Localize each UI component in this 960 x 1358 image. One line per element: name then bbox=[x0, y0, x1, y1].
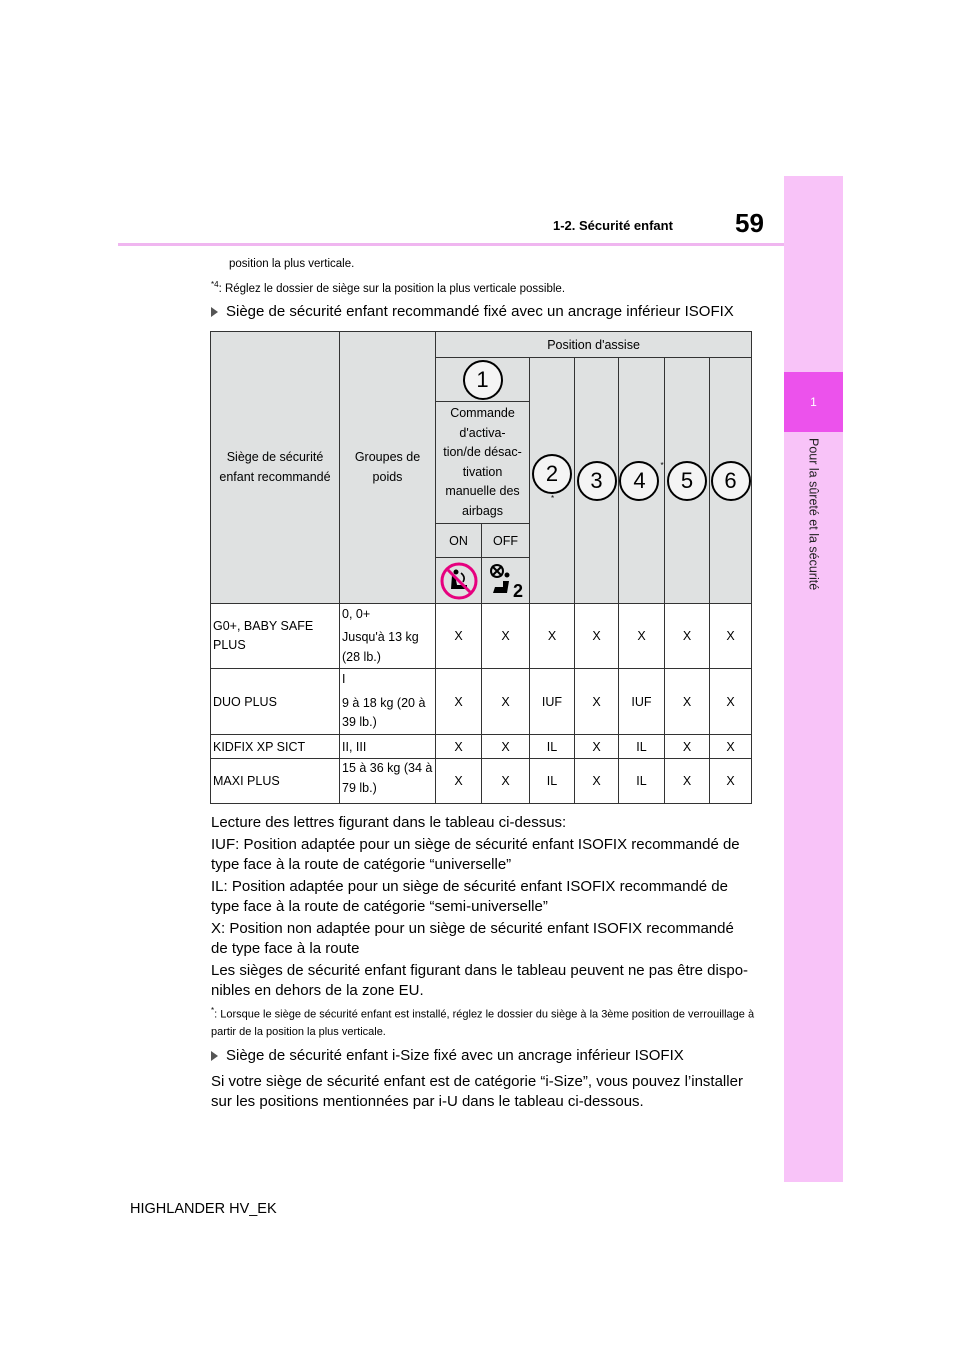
row-3-val-5: X bbox=[665, 759, 710, 804]
row-2-val-2: IL bbox=[530, 735, 575, 759]
header-rule bbox=[118, 243, 786, 246]
row-0-seat: G0+, BABY SAFE PLUS bbox=[211, 604, 340, 669]
seat-6-number: 6 bbox=[711, 461, 751, 501]
row-2-val-0: X bbox=[436, 735, 482, 759]
legend-eu-note: Les sièges de sécurité enfant figurant dans le tableau peuvent ne pas être dispo-nibles en dehors de la zone EU. bbox=[211, 962, 749, 999]
row-1-seat: DUO PLUS bbox=[211, 669, 340, 735]
row-2-seat: KIDFIX XP SICT bbox=[211, 735, 340, 759]
row-2-val-1: X bbox=[482, 735, 530, 759]
intro-line: position la plus verticale. bbox=[229, 258, 355, 270]
off-label: OFF bbox=[482, 524, 530, 558]
row-0-val-5: X bbox=[665, 604, 710, 669]
header-position: Position d'assise bbox=[436, 332, 752, 358]
seat-2-cell: 2* bbox=[530, 358, 575, 604]
row-3-val-0: X bbox=[436, 759, 482, 804]
row-1-val-3: X bbox=[575, 669, 619, 735]
row-2-val-5: X bbox=[665, 735, 710, 759]
legend-iuf: IUF: Position adaptée pour un siège de sécurité enfant ISOFIX recommandé de type face à la route de catégorie “universelle” bbox=[211, 836, 740, 873]
row-0-val-2: X bbox=[530, 604, 575, 669]
page-number: 59 bbox=[735, 208, 764, 238]
row-0-val-1: X bbox=[482, 604, 530, 669]
row-3-val-4: IL bbox=[619, 759, 665, 804]
row-3-val-1: X bbox=[482, 759, 530, 804]
airbag-switch-label: Commande d'activa-tion/de désac-tivation manuelle des airbags bbox=[436, 402, 530, 524]
header-weight: Groupes de poids bbox=[340, 332, 436, 604]
row-0-val-0: X bbox=[436, 604, 482, 669]
row-1-weight: I 9 à 18 kg (20 à 39 lb.) bbox=[340, 669, 436, 735]
note-4 bbox=[211, 276, 565, 298]
legend-il: IL: Position adaptée pour un siège de sécurité enfant ISOFIX recommandé de type face à la route de catégorie “semi-universelle” bbox=[211, 878, 728, 915]
row-3-val-2: IL bbox=[530, 759, 575, 804]
seat-3-number: 3 bbox=[577, 461, 617, 501]
section-title: 1-2. Sécurité enfant bbox=[553, 218, 673, 233]
row-1-val-2: IUF bbox=[530, 669, 575, 735]
note-4-text: : Réglez le dossier de siège sur la position la plus verticale possible. bbox=[218, 282, 566, 295]
row-2-group: II, III bbox=[340, 735, 436, 759]
row-0-val-3: X bbox=[575, 604, 619, 669]
row-3-seat: MAXI PLUS bbox=[211, 759, 340, 804]
airbag-on-icon bbox=[439, 561, 479, 601]
seat-4-number: 4 bbox=[619, 461, 659, 501]
seat-4-cell: 4* bbox=[619, 358, 665, 604]
footer-model: HIGHLANDER HV_EK bbox=[130, 1201, 277, 1217]
section-heading-isofix: Siège de sécurité enfant recommandé fixé avec un ancrage inférieur ISOFIX bbox=[211, 302, 734, 322]
section-heading-isize: Siège de sécurité enfant i-Size fixé avec un ancrage inférieur ISOFIX bbox=[211, 1046, 684, 1066]
row-0-val-6: X bbox=[710, 604, 752, 669]
shared-weight: 15 à 36 kg (34 à 79 lb.) bbox=[340, 759, 436, 804]
row-2-val-6: X bbox=[710, 735, 752, 759]
row-2-val-3: X bbox=[575, 735, 619, 759]
row-0-val-4: X bbox=[619, 604, 665, 669]
legend-footnote: *: Lorsque le siège de sécurité enfant est installé, réglez le dossier du siège à la 3ème position de verrouillage à partir de la position la plus verticale. bbox=[211, 1006, 755, 1038]
airbag-off-icon-cell bbox=[482, 558, 530, 604]
section-isize-text: Si votre siège de sécurité enfant est de catégorie “i-Size”, vous pouvez l’installer sur les positions mentionnées par i-U dans le tableau ci-dessous. bbox=[211, 1073, 743, 1110]
seat-1-cell bbox=[436, 358, 530, 402]
chapter-number: 1 bbox=[810, 395, 817, 409]
triangle-bullet-icon bbox=[211, 1051, 218, 1061]
chapter-label-container bbox=[784, 432, 843, 632]
legend-x: X: Position non adaptée pour un siège de sécurité enfant ISOFIX recommandé de type face à la route bbox=[211, 920, 734, 957]
row-1-val-6: X bbox=[710, 669, 752, 735]
seat-2-number: 2 bbox=[532, 454, 572, 494]
triangle-bullet-icon bbox=[211, 307, 218, 317]
svg-text:2: 2 bbox=[512, 580, 523, 601]
chapter-label: Pour la sûreté et la sécurité bbox=[806, 438, 821, 591]
row-0-weight: 0, 0+ Jusqu'à 13 kg (28 lb.) bbox=[340, 604, 436, 669]
note-4-marker: *4 bbox=[211, 280, 219, 289]
isofix-table bbox=[210, 331, 752, 804]
legend-intro: Lecture des lettres figurant dans le tableau ci-dessus: bbox=[211, 814, 567, 831]
row-1-val-0: X bbox=[436, 669, 482, 735]
row-1-val-1: X bbox=[482, 669, 530, 735]
chapter-tab[interactable] bbox=[784, 372, 843, 432]
row-3-val-3: X bbox=[575, 759, 619, 804]
on-label: ON bbox=[436, 524, 482, 558]
row-3-val-6: X bbox=[710, 759, 752, 804]
header-seat: Siège de sécurité enfant recommandé bbox=[211, 332, 340, 604]
row-1-val-4: IUF bbox=[619, 669, 665, 735]
airbag-on-icon-cell bbox=[436, 558, 482, 604]
airbag-off-icon bbox=[485, 561, 527, 601]
row-1-val-5: X bbox=[665, 669, 710, 735]
seat-5-cell bbox=[665, 358, 710, 604]
seat-6-cell bbox=[710, 358, 752, 604]
seat-5-number: 5 bbox=[667, 461, 707, 501]
row-2-val-4: IL bbox=[619, 735, 665, 759]
side-strip bbox=[784, 176, 843, 1182]
seat-3-cell bbox=[575, 358, 619, 604]
seat-1-number: 1 bbox=[463, 360, 503, 400]
